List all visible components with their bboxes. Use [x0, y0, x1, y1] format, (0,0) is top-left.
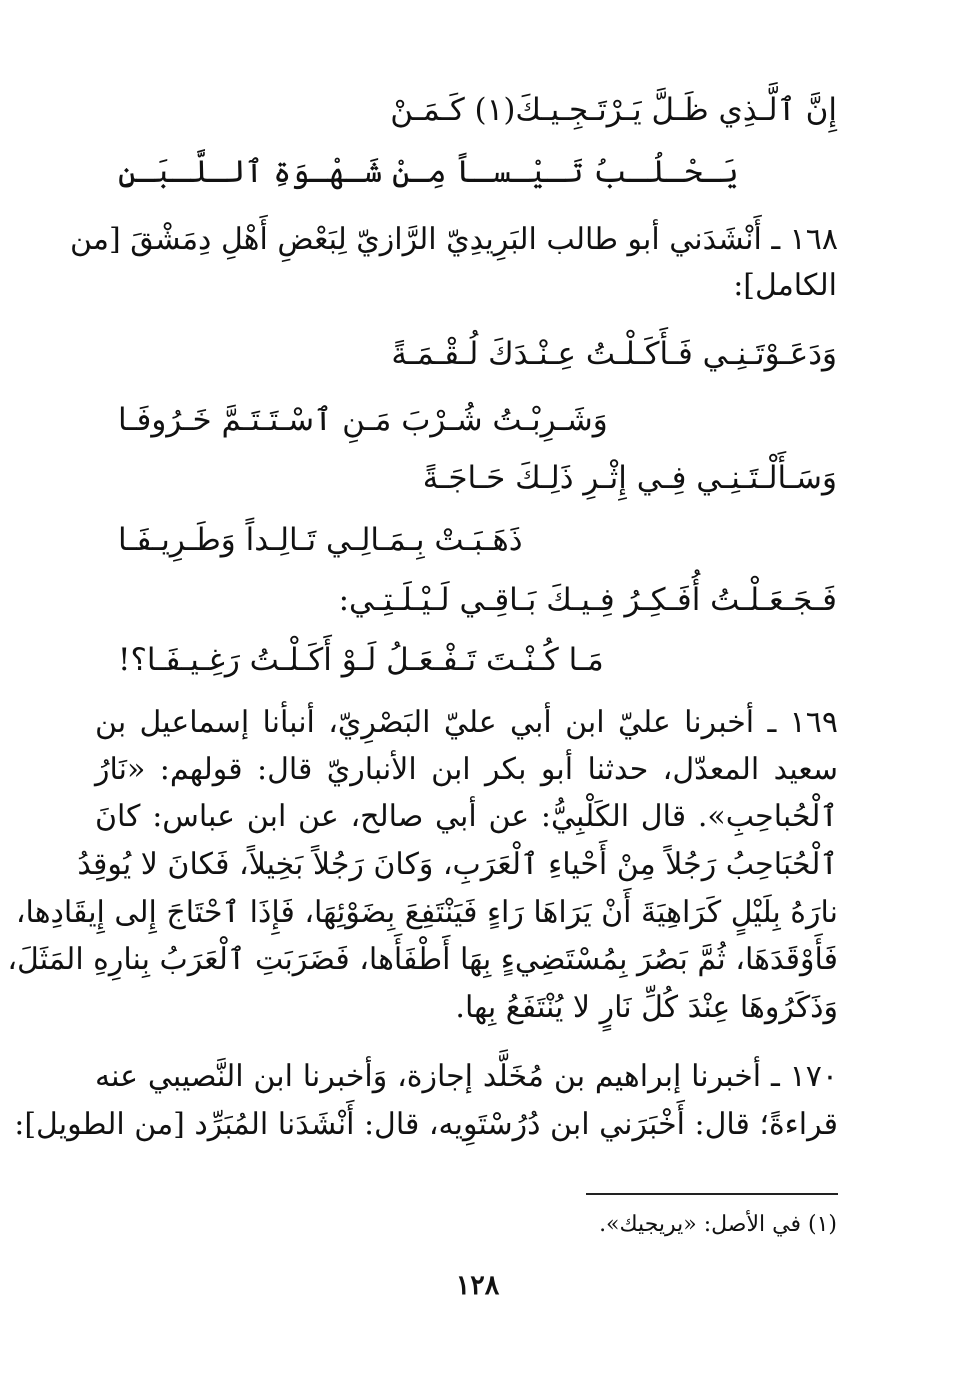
poem-hemistich: ذَهَـبَـتْ بِـمَـالِـي تَـالِـداً وَطَـرِيـفَـا — [118, 522, 523, 558]
footnote-separator — [586, 1193, 838, 1195]
verse-line: إِنَّ ٱلَّـذِي ظَـلَّ يَـرْتَـجِـيـكَ(١) كَـمَـنْ — [390, 92, 837, 128]
entry-168-paragraph-line: الكامل]: — [733, 268, 837, 303]
entry-169-paragraph-line: سعيد المعدّل، حدثنا أبو بكر ابن الأنباريّ قال: قولهم: «نَارُ — [95, 752, 838, 787]
poem-hemistich: وَدَعَـوْتَـنِـي فَـأَكَـلْـتُ عِـنْـدَكَ لُـقْـمَـةً — [391, 336, 837, 372]
entry-168-paragraph-line: ١٦٨ ـ أَنْشَدَني أبو طالب البَرِيدِيّ الرَّازيّ لِبَعْضِ أَهْلِ دِمَشْقَ [من — [70, 222, 838, 257]
entry-169-paragraph-line: ٱلْحُبَاحِبُ رَجُلاً مِنْ أَحْياءِ ٱلْعَرَبِ، وَكانَ رَجُلاً بَخِيلاً، فَكانَ لا يُوقِدُ — [77, 847, 838, 882]
entry-169-paragraph-line: وَذَكَرُوهَا عِنْدَ كُلِّ نَارٍ لا يُنْتَفَعُ بِها. — [455, 990, 838, 1025]
poem-hemistich: وَشَـرِبْـتُ شُـرْبَ مَـنِ ٱسْـتَـتَـمَّ خَـرُوفَـا — [118, 402, 608, 438]
entry-169-paragraph-line: ٱلْحُباحِبِ». قال الكَلْبِيُّ: عن أبي صالح، عن ابن عباس: كانَ — [95, 799, 838, 834]
entry-169-paragraph-line: فَأَوْقَدَهَا، ثُمَّ بَصُرَ بِمُسْتَضِيءٍ بِهَا أَطْفَأَها، فَضَرَبَتِ ٱلْعَرَبُ بِنارِهِ المَثَلَ، — [7, 942, 838, 977]
footnote: (١) في الأصل: «يريجيك». — [599, 1212, 837, 1237]
entry-169-paragraph-line: ١٦٩ ـ أخبرنا عليّ ابن أبي عليّ البَصْرِيّ، أنبأنا إسماعيل بن — [95, 705, 838, 740]
page-number: ١٢٨ — [455, 1270, 500, 1301]
entry-169-paragraph-line: نارَهُ بِلَيْلٍ كَرَاهِيَةَ أَنْ يَرَاهَا رَاءٍ فَيَنْتَفِعَ بِضَوْئِهَا، فَإِذَا ٱحْتَاجَ إِلى إِيقَادِها، — [15, 895, 838, 930]
entry-170-paragraph-line: قراءةً؛ قال: أَخْبَرَني ابن دُرُسْتَوِيه، قال: أَنْشَدَنا المُبَرِّد [من الطويل]: — [14, 1107, 838, 1142]
verse-line: يَـحْـلُـبُ تَـيْـسـاً مِـنْ شَـهْـوَةِ ٱلـلَّـبَـنِ — [118, 154, 739, 190]
poem-hemistich: مَـا كُـنْـتَ تَـفْـعَـلُ لَـوْ أَكَـلْـتُ رَغِـيـفَـا؟! — [118, 642, 604, 678]
poem-hemistich: وَسَـأَلْـتَـنِـي فِـي إِثْـرِ ذَلِـكَ حَـاجَـةً — [422, 460, 837, 496]
entry-170-paragraph-line: ١٧٠ ـ أخبرنا إبراهيم بن مُخَلَّد إجازة، وَأخبرنا ابن النَّصيبي عنه — [95, 1059, 838, 1094]
poem-hemistich: فَـجَـعَـلْـتُ أُفَـكِـرُ فِـيـكَ بَـاقِـي لَـيْـلَـتِـي: — [338, 582, 837, 618]
